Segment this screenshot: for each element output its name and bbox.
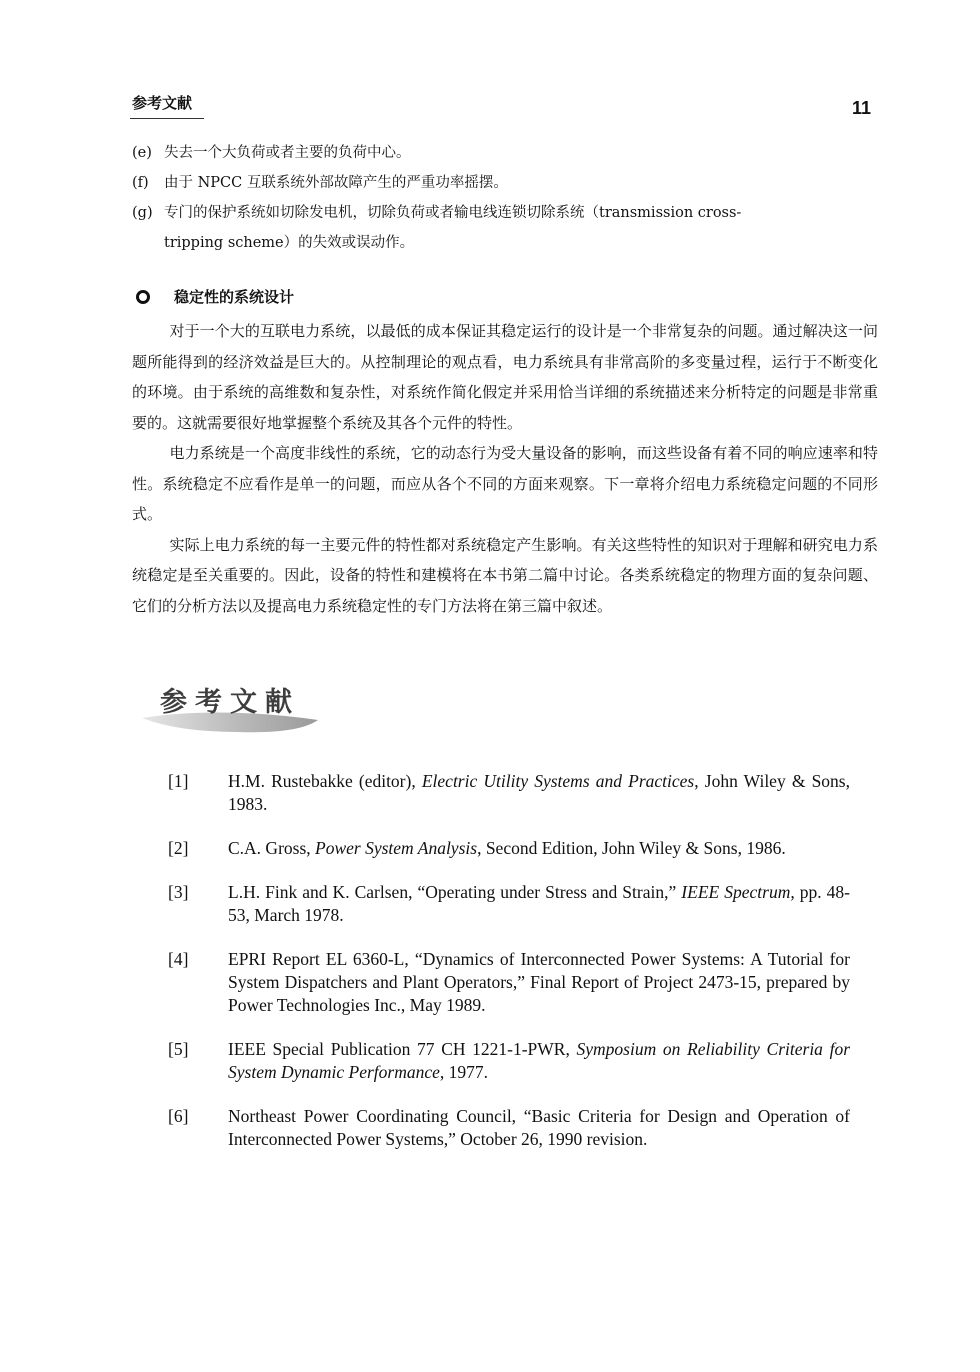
reference-list [168, 770, 850, 1172]
reference-number: [6] [168, 1106, 189, 1126]
list-item [132, 198, 877, 258]
list-text: 失去一个大负荷或者主要的负荷中心。 [164, 145, 411, 161]
paragraph: 电力系统是一个高度非线性的系统，它的动态行为受大量设备的影响，而这些设备有着不同的响应速率和特性。系统稳定不应看作是单一的问题，而应从各个不同的方面来观察。下一章将介绍电力系统稳定问题的不同形式。 [132, 444, 878, 523]
criteria-list [132, 138, 877, 258]
running-header: 参考文献 [132, 94, 193, 112]
reference-item [168, 881, 850, 927]
list-text-line: 专门的保护系统如切除发电机，切除负荷或者输电线连锁切除系统（transmission cross- [164, 205, 742, 221]
reference-text: H.M. Rustebakke (editor), Electric Utility Systems and Practices, John Wiley & Sons, 1983. [228, 771, 850, 814]
reference-item [168, 837, 850, 860]
reference-text: L.H. Fink and K. Carlsen, “Operating under Stress and Strain,” IEEE Spectrum, pp. 48-53, March 1978. [228, 882, 851, 925]
list-text-continuation: tripping scheme）的失效或误动作。 [164, 235, 415, 251]
list-marker: (f) [132, 175, 149, 191]
section-heading [132, 286, 294, 307]
list-item [132, 138, 877, 168]
reference-number: [4] [168, 949, 189, 969]
reference-text: EPRI Report EL 6360-L, “Dynamics of Interconnected Power Systems: A Tutorial for System Dispatchers and Plant Operators,” Final Report of Project 2473-15, prepared by Power Technologies Inc., May 1989. [228, 949, 850, 1015]
reference-number: [1] [168, 771, 189, 791]
list-marker: (g) [132, 205, 153, 221]
reference-number: [2] [168, 838, 189, 858]
paragraph: 实际上电力系统的每一主要元件的特性都对系统稳定产生影响。有关这些特性的知识对于理解和研究电力系统稳定是至关重要的。因此，设备的特性和建模将在本书第二篇中讨论。各类系统稳定的物理方面的复杂问题、它们的分析方法以及提高电力系统稳定性的专门方法将在第三篇中叙述。 [132, 535, 878, 615]
reference-item [168, 948, 850, 1017]
reference-item [168, 1038, 850, 1084]
list-text [164, 198, 877, 258]
paragraph: 对于一个大的互联电力系统，以最低的成本保证其稳定运行的设计是一个非常复杂的问题。通过解决这一问题所能得到的经济效益是巨大的。从控制理论的观点看，电力系统具有非常高阶的多变量过程，运行于不断变化的环境。由于系统的高维数和复杂性，对系统作简化假定并采用恰当详细的系统描述来分析特定的问题是非常重要的。这就需要很好地掌握整个系统及其各个元件的特性。 [132, 322, 878, 432]
reference-item [168, 770, 850, 816]
reference-text: C.A. Gross, Power System Analysis, Second Edition, John Wiley & Sons, 1986. [228, 838, 786, 858]
reference-item [168, 1105, 850, 1151]
body-text [132, 316, 878, 621]
reference-text: IEEE Special Publication 77 CH 1221-1-PWR, Symposium on Reliability Criteria for System Dynamic Performance, 1977. [228, 1039, 850, 1082]
page-number: 11 [852, 98, 872, 118]
list-item [132, 168, 877, 198]
list-marker: (e) [132, 145, 152, 161]
references-banner-text: 参考文献 [160, 687, 300, 718]
reference-number: [5] [168, 1039, 189, 1059]
references-banner [138, 676, 328, 736]
circle-bullet-icon [136, 290, 150, 304]
section-heading-text: 稳定性的系统设计 [174, 288, 295, 306]
header-rule [130, 118, 204, 119]
list-text: 由于 NPCC 互联系统外部故障产生的严重功率摇摆。 [164, 175, 508, 191]
reference-text: Northeast Power Coordinating Council, “Basic Criteria for Design and Operation of Interconnected Power Systems,” October 26, 1990 revision. [228, 1106, 850, 1149]
reference-number: [3] [168, 882, 189, 902]
